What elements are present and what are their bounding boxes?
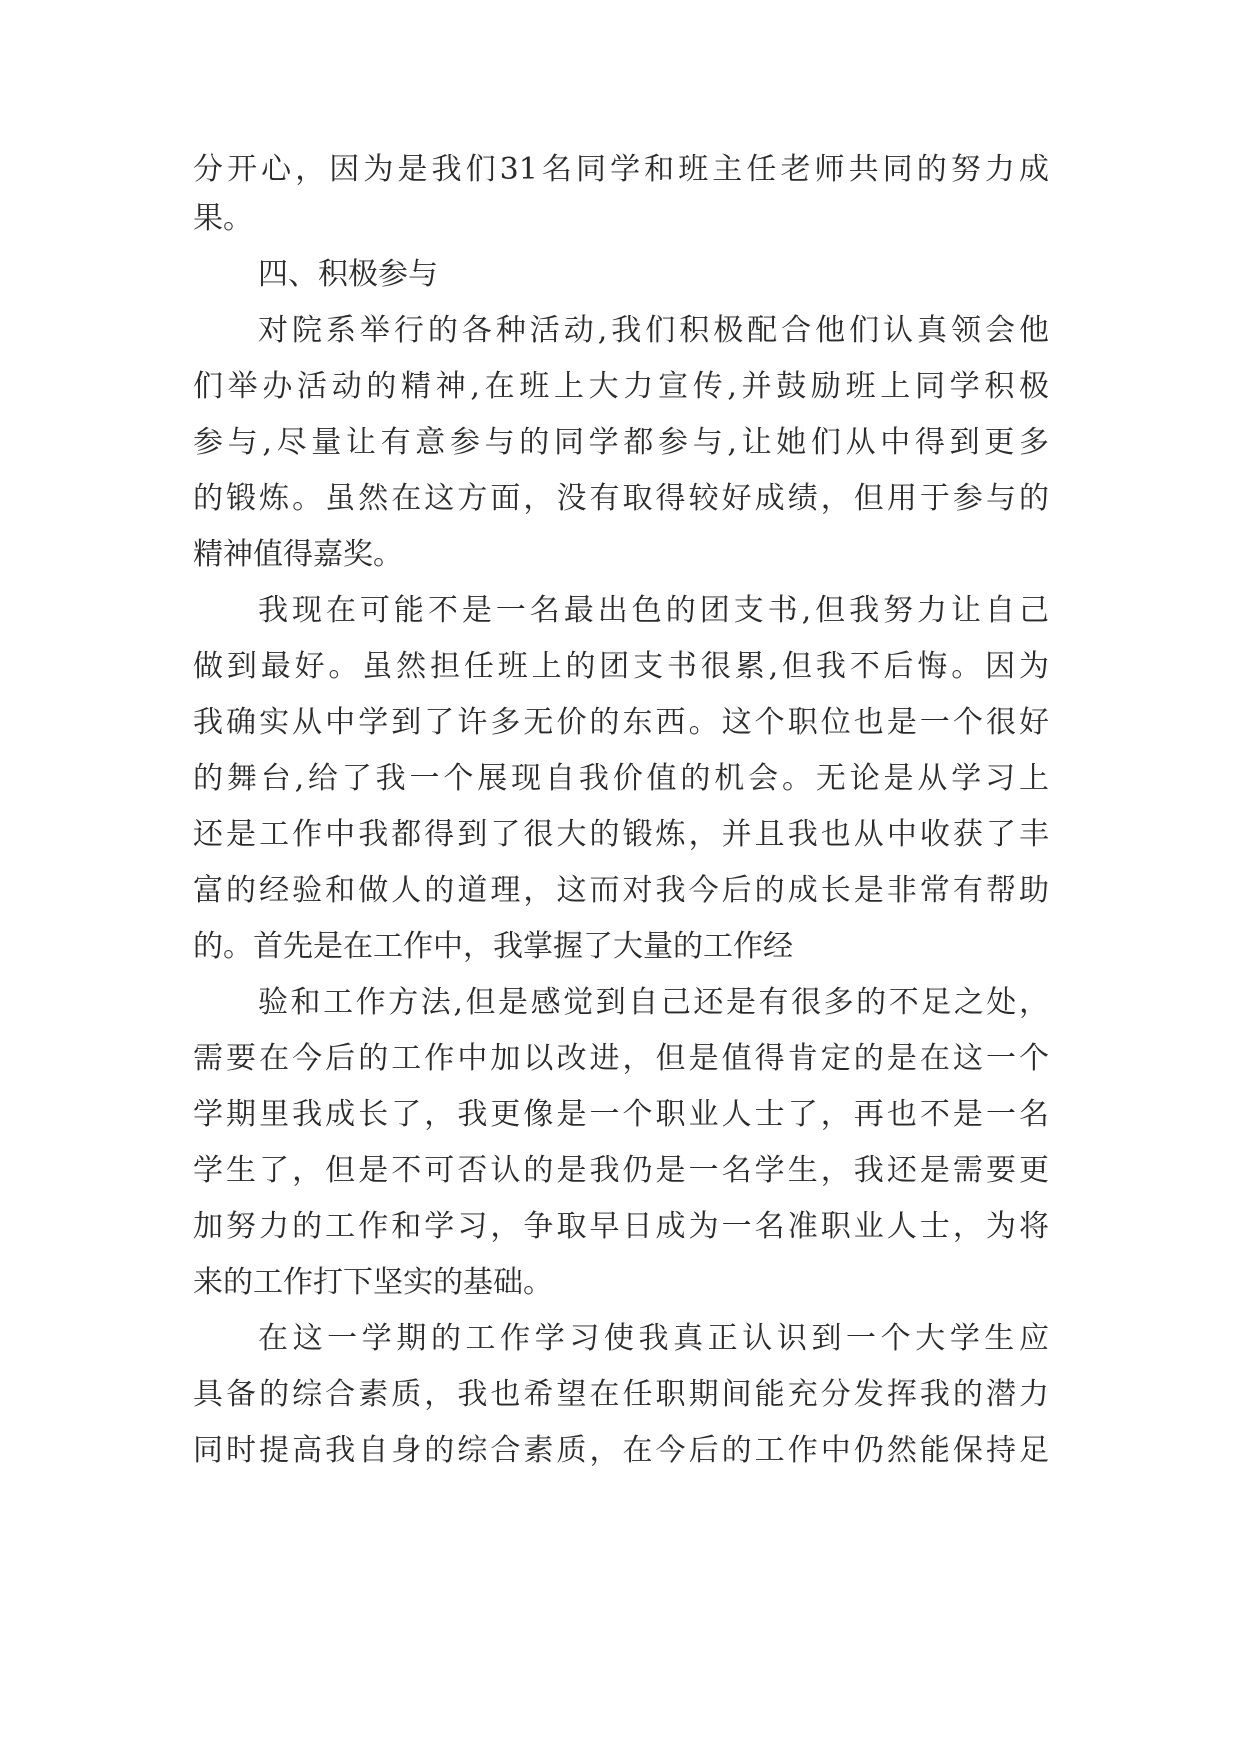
text-line: 们举办活动的精神,在班上大力宣传,并鼓励班上同学积极 <box>193 369 1049 404</box>
text-line: 验和工作方法,但是感觉到自己还是有很多的不足之处， <box>258 985 1049 1020</box>
text-line: 加努力的工作和学习，争取早日成为一名准职业人士，为将 <box>193 1209 1049 1244</box>
text-line: 来的工作打下坚实的基础。 <box>193 1265 553 1300</box>
text-line: 的锻炼。虽然在这方面，没有取得较好成绩，但用于参与的 <box>193 481 1049 516</box>
text-line: 的。首先是在工作中，我掌握了大量的工作经 <box>193 929 793 964</box>
text-line: 具备的综合素质，我也希望在任职期间能充分发挥我的潜力 <box>193 1377 1049 1412</box>
text-line: 富的经验和做人的道理，这而对我今后的成长是非常有帮助 <box>193 873 1049 908</box>
text-line: 的舞台,给了我一个展现自我价值的机会。无论是从学习上 <box>193 761 1049 796</box>
text-line: 果。 <box>193 201 253 236</box>
text-line: 学期里我成长了，我更像是一个职业人士了，再也不是一名 <box>193 1097 1049 1132</box>
text-line: 精神值得嘉奖。 <box>193 537 403 572</box>
text-line: 做到最好。虽然担任班上的团支书很累,但我不后悔。因为 <box>193 649 1049 684</box>
text-line: 对院系举行的各种活动,我们积极配合他们认真领会他 <box>258 313 1049 348</box>
text-line: 需要在今后的工作中加以改进，但是值得肯定的是在这一个 <box>193 1041 1049 1076</box>
text-line: 我确实从中学到了许多无价的东西。这个职位也是一个很好 <box>193 705 1049 740</box>
text-line: 我现在可能不是一名最出色的团支书,但我努力让自己 <box>258 593 1049 628</box>
text-line: 在这一学期的工作学习使我真正认识到一个大学生应 <box>258 1321 1049 1356</box>
text-line: 参与,尽量让有意参与的同学都参与,让她们从中得到更多 <box>193 425 1049 460</box>
section-heading: 四、积极参与 <box>258 257 438 292</box>
text-line: 分开心，因为是我们31名同学和班主任老师共同的努力成 <box>193 152 1049 187</box>
text-line: 还是工作中我都得到了很大的锻炼，并且我也从中收获了丰 <box>193 817 1049 852</box>
text-line: 学生了，但是不可否认的是我仍是一名学生，我还是需要更 <box>193 1153 1049 1188</box>
text-line: 同时提高我自身的综合素质，在今后的工作中仍然能保持足 <box>193 1433 1049 1468</box>
